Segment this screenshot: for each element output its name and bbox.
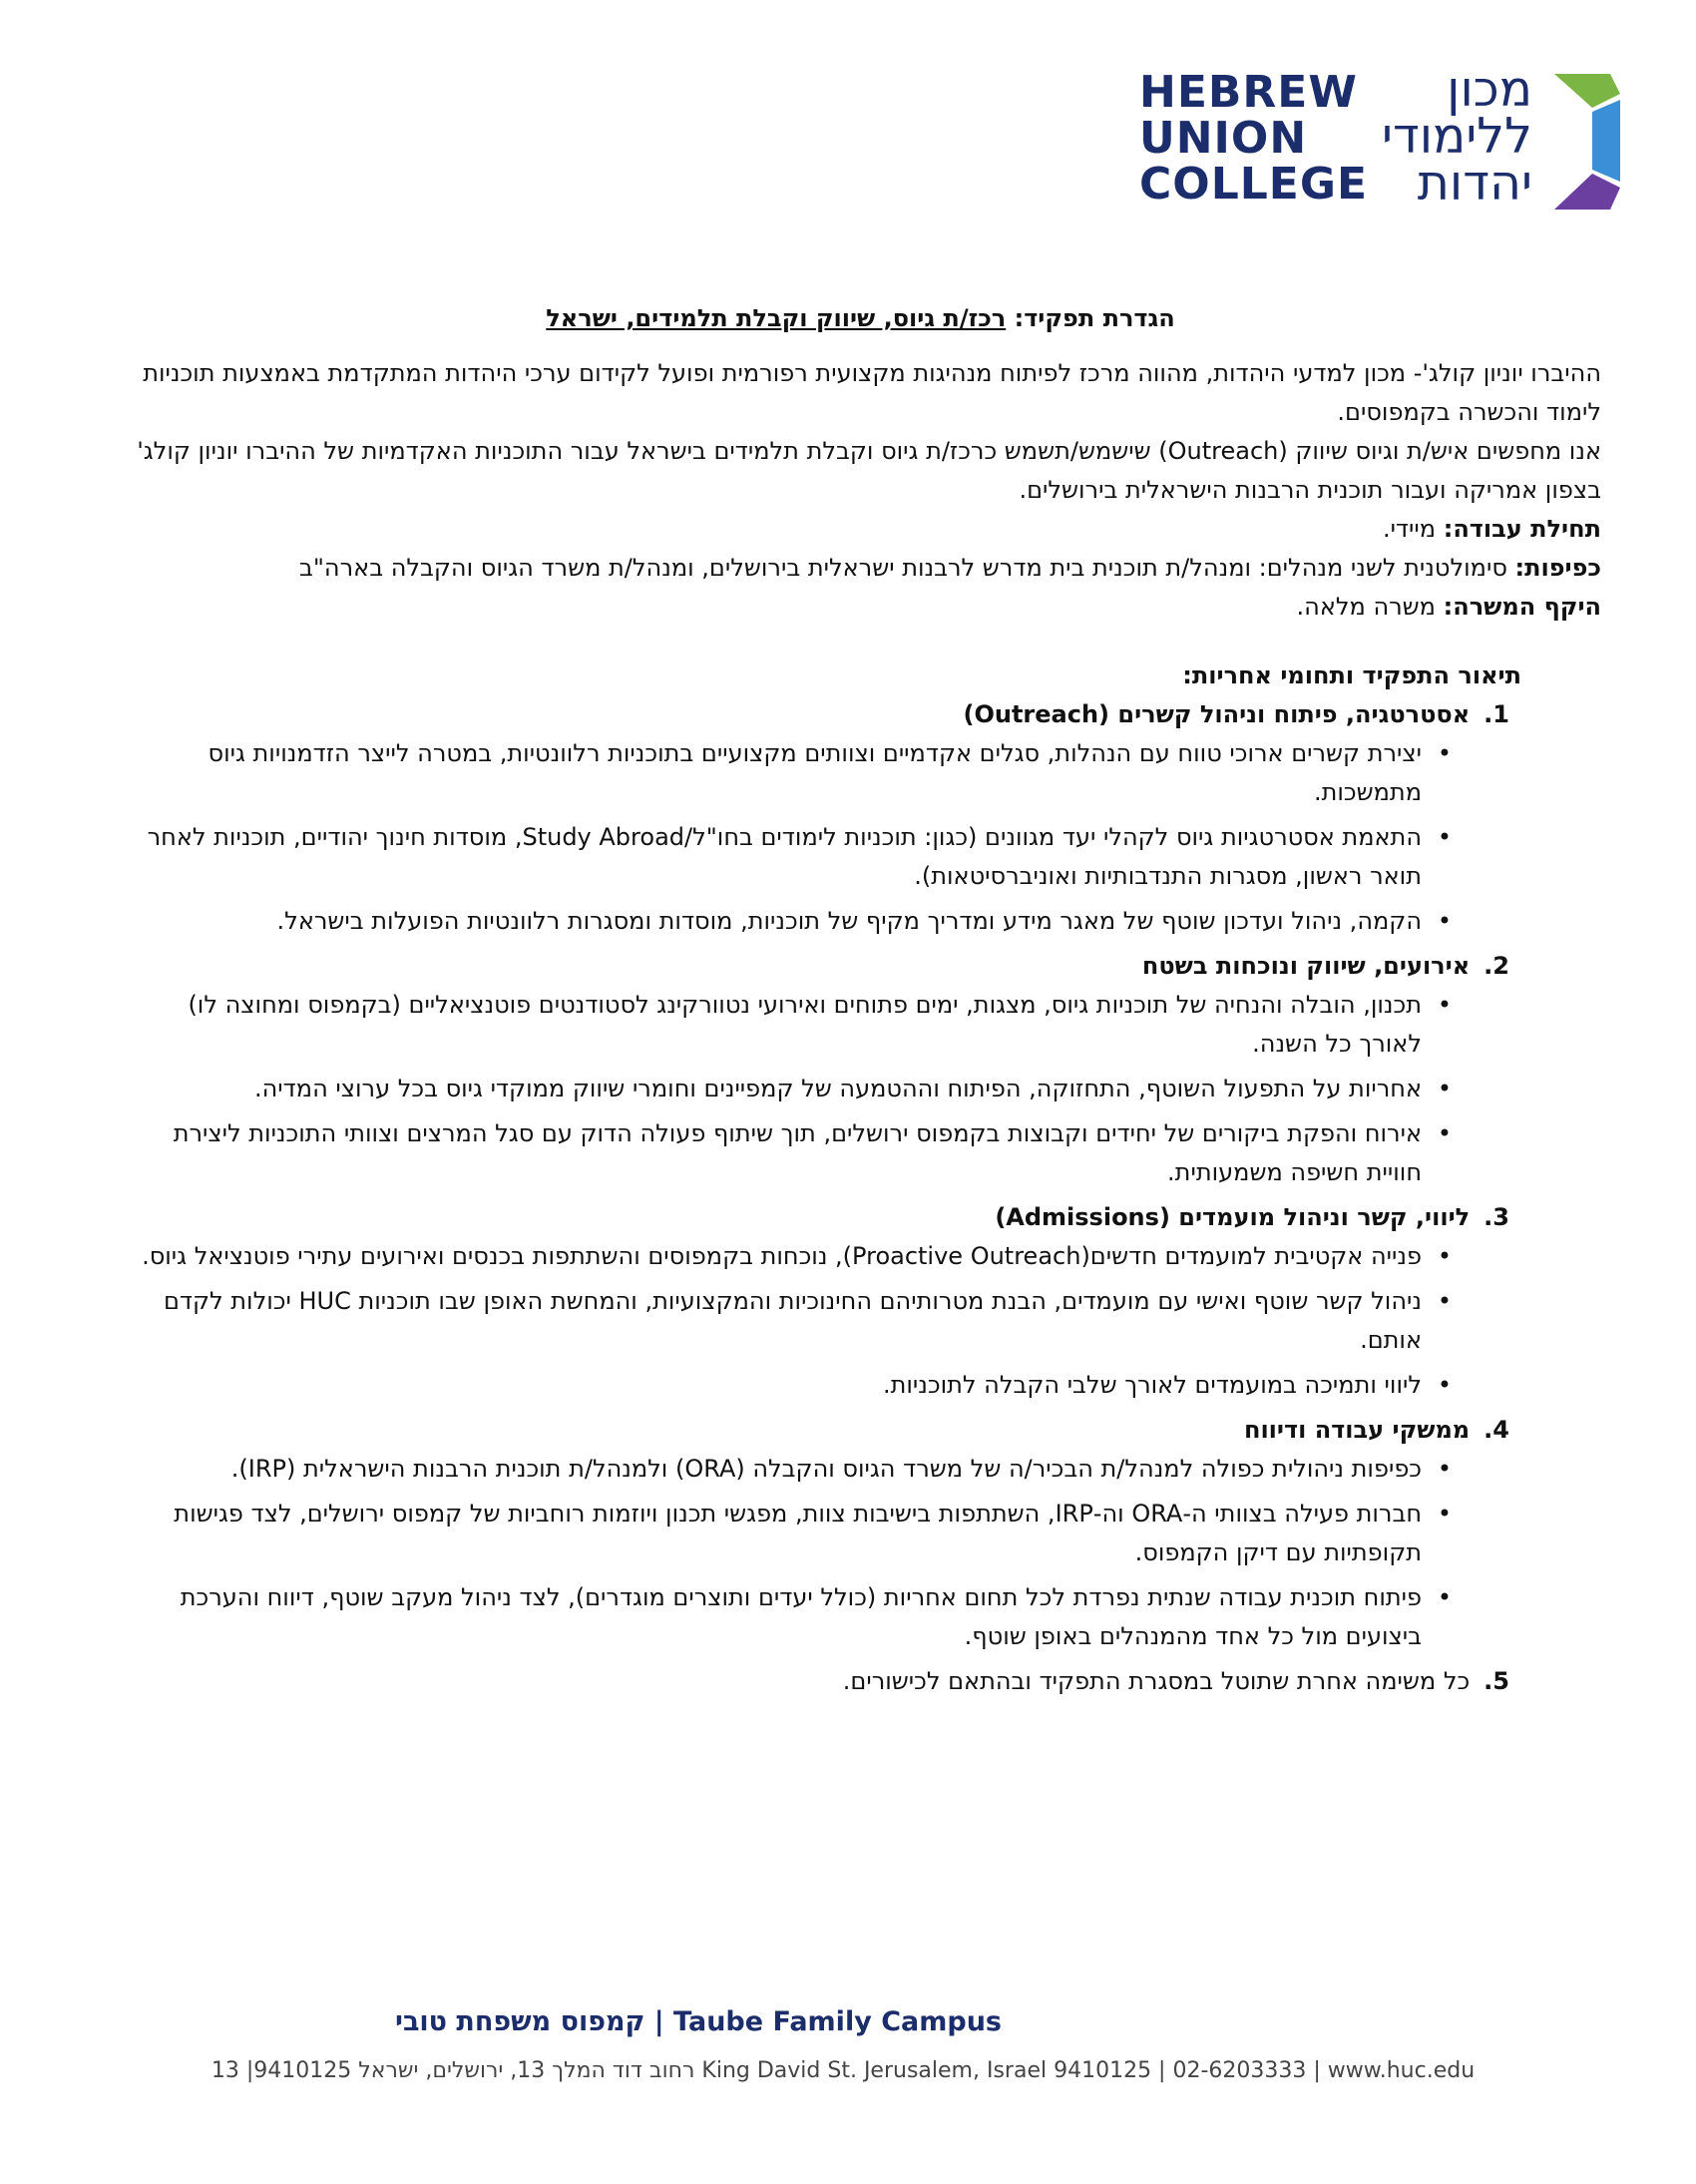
responsibilities-list xyxy=(120,695,1601,1701)
section-title: אסטרטגיה, פיתוח וניהול קשרים (Outreach) xyxy=(963,700,1471,728)
bullet-item: • אירוח והפקת ביקורים של יחידים וקבוצות בקמפוס ירושלים, תוך שיתוף פעולה הדוק עם סגל המרצים וצוותי התוכניות ליצירת חוויית חשיפה משמעותית. xyxy=(120,1114,1601,1192)
section-number: 5. xyxy=(1484,1667,1509,1695)
logo-en-line-1: HEBREW xyxy=(1139,67,1358,118)
bullet-item: • פיתוח תוכנית עבודה שנתית נפרדת לכל תחום אחריות (כולל יעדים ותוצרים מוגדרים), לצד ניהול מעקב שוטף, דיווח והערכת ביצועים מול כל אחד מהמנהלים באופן שוטף. xyxy=(120,1578,1601,1656)
logo-he-line-3: יהדות xyxy=(1417,155,1532,212)
section-1 xyxy=(120,695,1601,941)
intro-paragraph-1: ההיברו יוניון קולג'- מכון למדעי היהדות, מהווה מרכז לפיתוח מנהיגות מקצועית רפורמית ופועל לקידום ערכי היהדות המתקדמת באמצעות תוכניות לימוד והכשרה בקמפוסים. xyxy=(143,359,1601,426)
bullet-list xyxy=(120,1237,1601,1405)
section-title: ליווי, קשר וניהול מועמדים (Admissions) xyxy=(995,1203,1471,1231)
scope-line xyxy=(120,588,1601,627)
logo-en-line-2: UNION xyxy=(1139,113,1308,164)
section-2 xyxy=(120,947,1601,1192)
start-date-line xyxy=(120,510,1601,549)
logo-he-line-2: ללימודי xyxy=(1382,108,1532,165)
bullet-item: • התאמת אסטרטגיות גיוס לקהלי יעד מגוונים (כגון: תוכניות לימודים בחו"ל/Study Abroad, מוסדות חינוך יהודיים, תוכניות לאחר תואר ראשון, מסגרות התנדבותיות ואוניברסיטאות). xyxy=(120,818,1601,896)
bullet-item: • ניהול קשר שוטף ואישי עם מועמדים, הבנת מטרותיהם החינוכיות והמקצועיות, והמחשת האופן שבו תוכניות HUC יכולות לקדם אותם. xyxy=(120,1282,1601,1360)
section-4 xyxy=(120,1411,1601,1656)
footer-campus: קמפוס משפחת טובי | Taube Family Campus xyxy=(395,2006,1002,2037)
reports-to-line xyxy=(120,549,1601,588)
logo-hebrew xyxy=(1382,61,1532,212)
logo-english xyxy=(1139,67,1368,210)
start-value: מיידי. xyxy=(1382,515,1437,543)
bullet-list xyxy=(120,734,1601,941)
responsibilities-heading: תיאור התפקיד ותחומי אחריות: xyxy=(1182,661,1521,689)
section-number: 4. xyxy=(1484,1416,1509,1444)
intro-paragraph-2: אנו מחפשים איש/ת וגיוס שיווק (Outreach) שישמש/תשמש כרכז/ת גיוס וקבלת תלמידים בישראל עבור התוכניות האקדמיות של ההיברו יוניון קולג' בצפון אמריקה ועבור תוכנית הרבנות הישראלית בירושלים. xyxy=(137,437,1601,504)
job-description xyxy=(120,299,1601,1701)
start-label: תחילת עבודה: xyxy=(1443,515,1601,543)
bullet-item: • כפיפות ניהולית כפולה למנהל/ת הבכיר/ה של משרד הגיוס והקבלה (ORA) ולמנהל/ת תוכנית הרבנות הישראלית (IRP). xyxy=(120,1450,1601,1489)
section-title: כל משימה אחרת שתוטל במסגרת התפקיד ובהתאם לכישורים. xyxy=(842,1667,1471,1695)
section-title: ממשקי עבודה ודיווח xyxy=(1243,1416,1471,1444)
footer-address: רחוב דוד המלך 13, ירושלים, ישראל 9410125| 13 King David St. Jerusalem, Israel 9410125 | 02-6203333 | www.huc.edu xyxy=(211,2058,1476,2083)
huc-logo xyxy=(1133,61,1622,216)
page-title xyxy=(120,299,1601,338)
bullet-item: • ליווי ותמיכה במועמדים לאורך שלבי הקבלה לתוכניות. xyxy=(120,1366,1601,1405)
reports-value: סימולטנית לשני מנהלים: ומנהל/ת תוכנית בית מדרש לרבנות ישראלית בירושלים, ומנהל/ת משרד הגיוס והקבלה בארה"ב xyxy=(299,554,1507,582)
section-number: 3. xyxy=(1484,1203,1509,1231)
scope-label: היקף המשרה: xyxy=(1443,593,1601,621)
bullet-item: • חברות פעילה בצוותי ה-ORA וה-IRP, השתתפות בישיבות צוות, מפגשי תכנון ויוזמות רוחביות של קמפוס ירושלים, לצד פגישות תקופתיות עם דיקן הקמפוס. xyxy=(120,1495,1601,1572)
logo-en-line-3: COLLEGE xyxy=(1139,159,1368,210)
title-label: הגדרת תפקיד: xyxy=(1014,304,1175,332)
bullet-list xyxy=(120,986,1601,1192)
scope-value: משרה מלאה. xyxy=(1296,593,1436,621)
bullet-list xyxy=(120,1450,1601,1656)
logo-he-line-1: מכון xyxy=(1447,61,1532,118)
bullet-item: • הקמה, ניהול ועדכון שוטף של מאגר מידע ומדריך מקיף של תוכניות, מוסדות ומסגרות רלוונטיות הפועלות בישראל. xyxy=(120,902,1601,941)
section-5 xyxy=(120,1662,1601,1701)
section-title: אירועים, שיווק ונוכחות בשטח xyxy=(1141,952,1471,980)
bullet-item: • פנייה אקטיבית למועמדים חדשים(Proactive Outreach), נוכחות בקמפוסים והשתתפות בכנסים ואירועים עתירי פוטנציאל גיוס. xyxy=(120,1237,1601,1276)
bullet-item: • יצירת קשרים ארוכי טווח עם הנהלות, סגלים אקדמיים וצוותים מקצועיים בתוכניות רלוונטיות, במטרה לייצר הזדמנויות גיוס מתמשכות. xyxy=(120,734,1601,812)
bullet-item: • תכנון, הובלה והנחיה של תוכניות גיוס, מצגות, ימים פתוחים ואירועי נטוורקינג לסטודנטים פוטנציאליים (בקמפוס ומחוצה לו) לאורך כל השנה. xyxy=(120,986,1601,1064)
section-number: 2. xyxy=(1484,952,1509,980)
reports-label: כפיפות: xyxy=(1514,554,1601,582)
bullet-item: • אחריות על התפעול השוטף, התחזוקה, הפיתוח וההטמעה של קמפיינים וחומרי שיווק ממוקדי גיוס בכל ערוצי המדיה. xyxy=(120,1070,1601,1108)
title-value: רכז/ת גיוס, שיווק וקבלת תלמידים, ישראל xyxy=(546,304,1007,332)
logo-mark-icon xyxy=(1552,72,1622,212)
section-number: 1. xyxy=(1484,700,1509,728)
section-3 xyxy=(120,1198,1601,1405)
